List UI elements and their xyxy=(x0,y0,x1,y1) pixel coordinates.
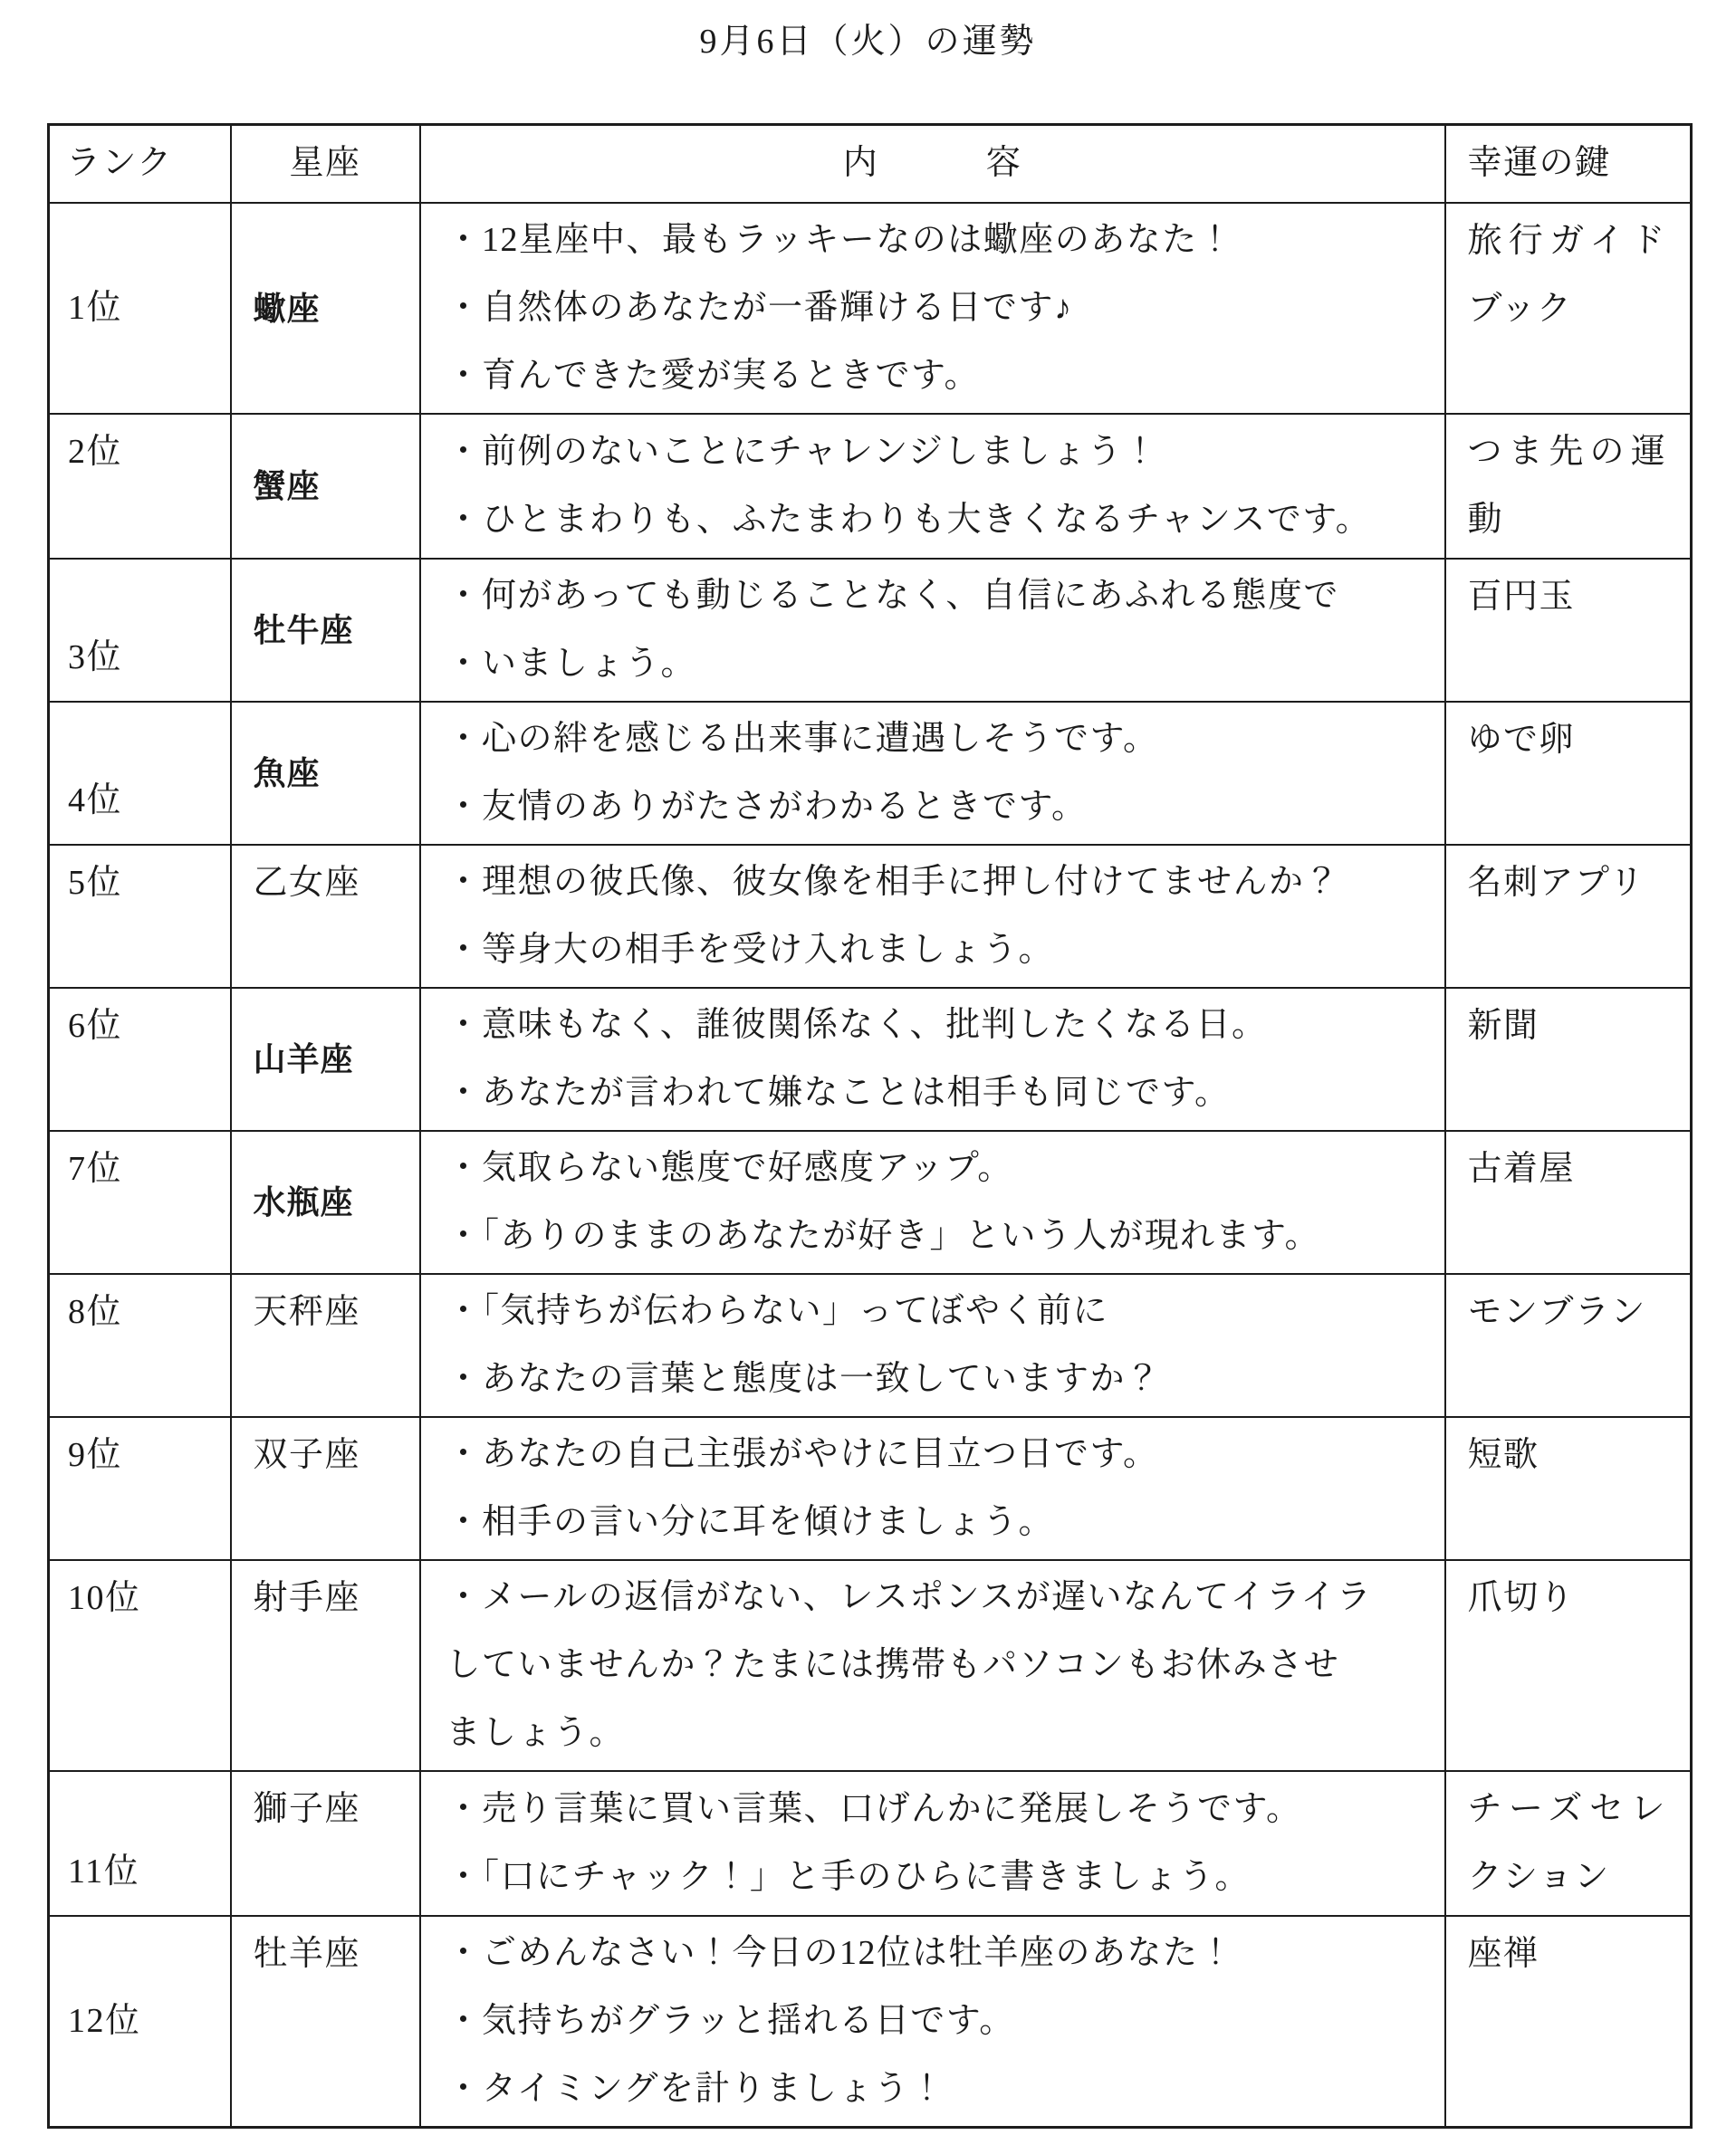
content-line: ・メールの返信がない、レスポンスが遅いなんてイライラ xyxy=(446,1577,1373,1616)
table-row xyxy=(49,702,1692,845)
lucky-key-line: つま先の運 xyxy=(1467,432,1666,471)
header-lucky-key: 幸運の鍵 xyxy=(1445,125,1692,203)
lucky-key-line: モンブラン xyxy=(1467,1292,1647,1331)
lucky-key-line: ブック xyxy=(1467,289,1573,328)
table-row xyxy=(49,1916,1692,2128)
rank-cell: 7位 xyxy=(49,1131,231,1274)
sign-cell: 双子座 xyxy=(231,1417,420,1560)
rank-cell: 6位 xyxy=(49,988,231,1131)
content-line: ・等身大の相手を受け入れましょう。 xyxy=(446,930,1055,969)
content-cell xyxy=(420,414,1445,559)
sign-cell: 牡牛座 xyxy=(231,559,420,702)
content-line: ・「口にチャック！」と手のひらに書きましょう。 xyxy=(446,1857,1251,1896)
content-line: ・心の絆を感じる出来事に遭遇しそうです。 xyxy=(446,719,1159,758)
lucky-key-line: 動 xyxy=(1467,500,1504,539)
lucky-key-line: 新聞 xyxy=(1467,1006,1539,1045)
content-line: ・ごめんなさい！今日の12位は牡羊座のあなた！ xyxy=(446,1933,1235,1972)
lucky-key-line: 座禅 xyxy=(1467,1934,1539,1973)
rank-cell: 10位 xyxy=(49,1560,231,1771)
rank-cell: 4位 xyxy=(49,702,231,845)
lucky-key-cell xyxy=(1445,1560,1692,1771)
lucky-key-cell xyxy=(1445,559,1692,702)
sign-cell: 牡羊座 xyxy=(231,1916,420,2128)
rank-cell: 9位 xyxy=(49,1417,231,1560)
lucky-key-line: ゆで卵 xyxy=(1467,720,1576,759)
lucky-key-cell xyxy=(1445,1916,1692,2128)
sign-cell: 山羊座 xyxy=(231,988,420,1131)
content-line: ・ひとまわりも、ふたまわりも大きくなるチャンスです。 xyxy=(446,500,1372,539)
rank-cell: 2位 xyxy=(49,414,231,559)
table-row xyxy=(49,988,1692,1131)
lucky-key-line: 百円玉 xyxy=(1467,577,1576,616)
rank-cell: 1位 xyxy=(49,203,231,414)
header-sign: 星座 xyxy=(231,125,420,203)
content-cell xyxy=(420,1417,1445,1560)
lucky-key-cell xyxy=(1445,414,1692,559)
content-line: ・友情のありがたさがわかるときです。 xyxy=(446,787,1088,826)
table-row xyxy=(49,845,1692,988)
content-cell xyxy=(420,1916,1445,2128)
content-line: ・何があっても動じることなく、自信にあふれる態度で xyxy=(446,576,1339,615)
sign-cell: 射手座 xyxy=(231,1560,420,1771)
content-line: ・育んできた愛が実るときです。 xyxy=(446,356,980,395)
content-line: ・相手の言い分に耳を傾けましょう。 xyxy=(446,1502,1055,1541)
content-cell xyxy=(420,845,1445,988)
rank-cell: 3位 xyxy=(49,559,231,702)
content-line: ・気持ちがグラッと揺れる日です。 xyxy=(446,2001,1015,2040)
content-line: していませんか？たまには携帯もパソコンもお休みさせ xyxy=(446,1645,1340,1684)
content-cell xyxy=(420,559,1445,702)
rank-cell: 5位 xyxy=(49,845,231,988)
table-row xyxy=(49,1560,1692,1771)
table-row xyxy=(49,414,1692,559)
table-row xyxy=(49,203,1692,414)
sign-cell: 天秤座 xyxy=(231,1274,420,1417)
lucky-key-cell xyxy=(1445,1131,1692,1274)
content-line: ・気取らない態度で好感度アップ。 xyxy=(446,1148,1013,1187)
lucky-key-line: チーズセレ xyxy=(1467,1789,1666,1828)
content-cell xyxy=(420,702,1445,845)
content-line: ・売り言葉に買い言葉、口げんかに発展しそうです。 xyxy=(446,1789,1302,1828)
content-cell xyxy=(420,1560,1445,1771)
sign-cell: 蟹座 xyxy=(231,414,420,559)
lucky-key-cell xyxy=(1445,1771,1692,1916)
sign-cell: 蠍座 xyxy=(231,203,420,414)
content-line: ・12星座中、最もラッキーなのは蠍座のあなた！ xyxy=(446,220,1234,259)
rank-cell: 12位 xyxy=(49,1916,231,2128)
rank-cell: 8位 xyxy=(49,1274,231,1417)
content-line: ・前例のないことにチャレンジしましょう！ xyxy=(446,432,1159,471)
content-line: ・タイミングを計りましょう！ xyxy=(446,2069,945,2108)
content-cell xyxy=(420,1274,1445,1417)
lucky-key-cell xyxy=(1445,203,1692,414)
table-row xyxy=(49,1131,1692,1274)
content-line: ましょう。 xyxy=(446,1713,626,1752)
lucky-key-cell xyxy=(1445,1417,1692,1560)
lucky-key-line: 短歌 xyxy=(1467,1435,1539,1474)
content-line: ・いましょう。 xyxy=(446,644,697,683)
table-row xyxy=(49,559,1692,702)
page-title: 9月6日（火）の運勢 xyxy=(699,23,1037,61)
content-line: ・あなたの自己主張がやけに目立つ日です。 xyxy=(446,1434,1159,1473)
sign-cell: 乙女座 xyxy=(231,845,420,988)
lucky-key-line: 名刺アプリ xyxy=(1467,863,1645,902)
content-line: ・意味もなく、誰彼関係なく、批判したくなる日。 xyxy=(446,1005,1268,1044)
table-row xyxy=(49,1771,1692,1916)
content-line: ・理想の彼氏像、彼女像を相手に押し付けてませんか？ xyxy=(446,862,1341,901)
lucky-key-cell xyxy=(1445,988,1692,1131)
fortune-table-body xyxy=(49,203,1692,2128)
rank-cell: 11位 xyxy=(49,1771,231,1916)
lucky-key-cell xyxy=(1445,1274,1692,1417)
table-row xyxy=(49,1417,1692,1560)
content-cell xyxy=(420,988,1445,1131)
content-line: ・「ありのままのあなたが好き」という人が現れます。 xyxy=(446,1216,1320,1255)
content-cell xyxy=(420,1131,1445,1274)
lucky-key-line: 旅行ガイド xyxy=(1467,221,1666,260)
fortune-table xyxy=(47,123,1693,2129)
content-cell xyxy=(420,203,1445,414)
lucky-key-line: クション xyxy=(1467,1857,1610,1896)
sign-cell: 獅子座 xyxy=(231,1771,420,1916)
content-line: ・あなたが言われて嫌なことは相手も同じです。 xyxy=(446,1073,1231,1112)
header-content: 内 容 xyxy=(420,125,1445,203)
header-rank: ランク xyxy=(49,125,231,203)
lucky-key-line: 古着屋 xyxy=(1467,1149,1576,1188)
sign-cell: 水瓶座 xyxy=(231,1131,420,1274)
content-line: ・「気持ちが伝わらない」ってぼやく前に xyxy=(446,1291,1109,1330)
content-line: ・自然体のあなたが一番輝ける日です♪ xyxy=(446,288,1073,327)
lucky-key-cell xyxy=(1445,845,1692,988)
lucky-key-line: 爪切り xyxy=(1467,1578,1576,1617)
sign-cell: 魚座 xyxy=(231,702,420,845)
lucky-key-cell xyxy=(1445,702,1692,845)
header-row xyxy=(49,125,1692,203)
content-line: ・あなたの言葉と態度は一致していますか？ xyxy=(446,1359,1162,1398)
content-cell xyxy=(420,1771,1445,1916)
table-row xyxy=(49,1274,1692,1417)
fortune-table-header xyxy=(49,125,1692,203)
